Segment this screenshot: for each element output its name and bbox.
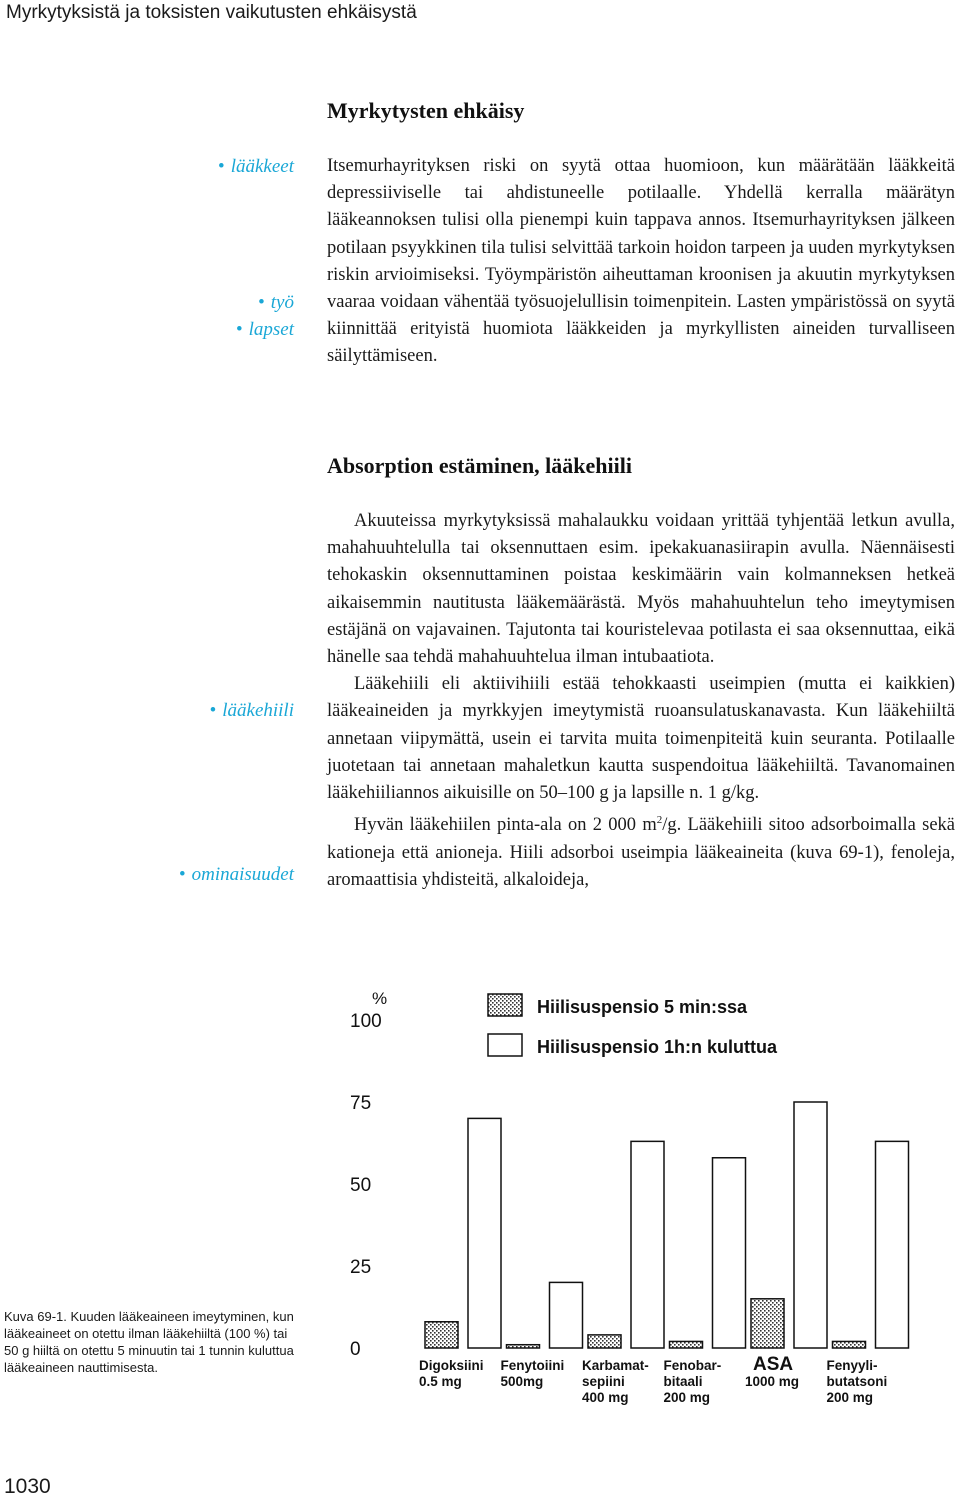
bar — [751, 1299, 784, 1348]
bar — [550, 1282, 583, 1348]
y-tick-label: 50 — [350, 1175, 372, 1196]
margin-note-lapset: • lapset — [235, 319, 294, 340]
y-tick-label: 100 — [350, 1011, 382, 1032]
bullet-icon: • — [218, 156, 225, 177]
bar — [713, 1158, 746, 1348]
category-label: 500mg — [500, 1374, 544, 1389]
section2-paragraph-3: Hyvän lääkehiilen pinta-ala on 2 000 $m^2/g$. Lääkehiili sitoo adsorboimalla sekä kationeja että anioneja. Hiili adsorboi useimpia lääkeaineita (kuva 69-1), fenoleja, aromaattisia yhdisteitä, alkaloideja, — [327, 814, 955, 890]
section1-body — [327, 153, 955, 371]
category-label: Fenobar- — [663, 1358, 722, 1373]
category-label: 200 mg — [663, 1390, 711, 1405]
margin-note-laakkeet: • lääkkeet — [218, 156, 294, 177]
bar — [833, 1341, 866, 1348]
section2-paragraph-2: Lääkehiili eli aktiivihiili estää tehokkaasti useimpien (mutta ei kaikkien) lääkeaineiden ja myrkkyjen imeytymistä ruoansulatuskanavasta. Kun lääkehiiltä annetaan viipymättä, usein ei tarvita muita toimenpiteitä kuin seuranta. Potilaalle juotetaan tai annetaan mahaletkun kautta suspendoitua lääkehiiltä. Tavanomainen lääkehiiliannos aikuisille on 50–100 g ja lapsille n. 1 g/kg. — [327, 674, 955, 804]
bar — [876, 1141, 909, 1348]
category-label: 200 mg — [826, 1390, 874, 1405]
category-label: Karbamat- — [582, 1358, 649, 1373]
bar — [588, 1335, 621, 1348]
category-label: 400 mg — [582, 1390, 629, 1405]
y-tick-label: 75 — [350, 1093, 372, 1114]
category-label: 1000 mg — [745, 1374, 800, 1389]
section1-paragraph: Itsemurhayrityksen riski on syytä ottaa huomioon, kun määrätään lääkkeitä depressiiviselle tai ahdistuneelle potilaalle. Yhdellä kerralla määrätyn lääkeannoksen tulisi olla pienempi kuin tappava annos. Itsemurhayrityksen jälkeen potilaan psyykkinen tila tulisi selvittää tarkoin hoidon tarpeen ja uuden myrkytyksen riskin arvioimiseksi. Työympäristön aiheuttaman kroonisen ja akuutin myrkytyksen vaaraa voidaan vähentää työsuojelullisin toimenpitein. Lasten ympäristössä on syytä kiinnittää erityistä huomiota lääkkeiden ja myrkyllisten aineiden turvalliseen säilyttämiseen. — [327, 156, 955, 367]
category-label: bitaali — [663, 1374, 703, 1389]
legend-swatch — [488, 994, 522, 1016]
section2-body — [327, 508, 955, 894]
legend-label: Hiilisuspensio 1h:n kuluttua — [537, 1037, 778, 1057]
section-heading-absorption: Absorption estäminen, lääkehiili — [327, 453, 632, 478]
category-label: Fenyyli- — [826, 1358, 878, 1373]
bullet-icon: • — [178, 864, 186, 885]
category-label: butatsoni — [826, 1374, 888, 1389]
page-number: 1030 — [4, 1475, 51, 1498]
y-axis-unit-label: % — [372, 989, 388, 1008]
category-label: sepiini — [582, 1374, 625, 1389]
bar — [507, 1345, 540, 1348]
legend-label: Hiilisuspensio 5 min:ssa — [537, 997, 748, 1017]
y-tick-label: 25 — [350, 1257, 372, 1278]
legend-swatch — [488, 1034, 522, 1056]
running-head: Myrkytyksistä ja toksisten vaikutusten ehkäisystä — [6, 2, 417, 23]
category-label: ASA — [753, 1354, 794, 1375]
category-label: Fenytoiini — [500, 1358, 565, 1373]
bar — [468, 1118, 501, 1348]
bar — [670, 1341, 703, 1348]
category-label: Digoksiini — [419, 1358, 484, 1373]
section2-paragraph-1: Akuuteissa myrkytyksissä mahalaukku voidaan yrittää tyhjentää letkun avulla, mahahuuhtelulla tai oksennuttaen esim. ipekakuanasiirapin avulla. Näennäisesti tehokaskin oksennuttaminen poistaa keskimäärin vain kolmanneksen hetkeä aikaisemmin nautitusta lääkemäärästä. Myös mahahuuhtelun teho imeytymisen estäjänä on vajavainen. Tajutonta tai kouristelevaa potilasta ei saa oksennuttaa, eikä hänelle saa tehdä mahahuuhtelua ilman intubaatiota. — [327, 511, 955, 668]
margin-note-laakehiili: • lääkehiili — [209, 700, 294, 721]
bar — [794, 1102, 827, 1348]
bar — [631, 1141, 664, 1348]
bar — [425, 1322, 458, 1348]
bullet-icon: • — [258, 292, 265, 313]
margin-note-tyo: • työ — [258, 292, 294, 313]
section-heading-poisoning-prevention: Myrkytysten ehkäisy — [327, 98, 525, 123]
category-label: 0.5 mg — [419, 1374, 462, 1389]
figure-caption: Kuva 69-1. Kuuden lääkeaineen imeytyminen, kun lääkeaineet on otettu ilman lääkehiiltä (100 %) tai 50 g hiiltä on otettu 5 minuutin tai 1 tunnin kuluttua lääkeaineen nauttimisesta. — [4, 1309, 294, 1375]
bullet-icon: • — [235, 319, 243, 340]
bullet-icon: • — [209, 700, 217, 721]
margin-note-ominaisuudet: • ominaisuudet — [178, 864, 294, 885]
y-tick-label: 0 — [350, 1339, 361, 1360]
absorption-bar-chart — [330, 980, 960, 1410]
